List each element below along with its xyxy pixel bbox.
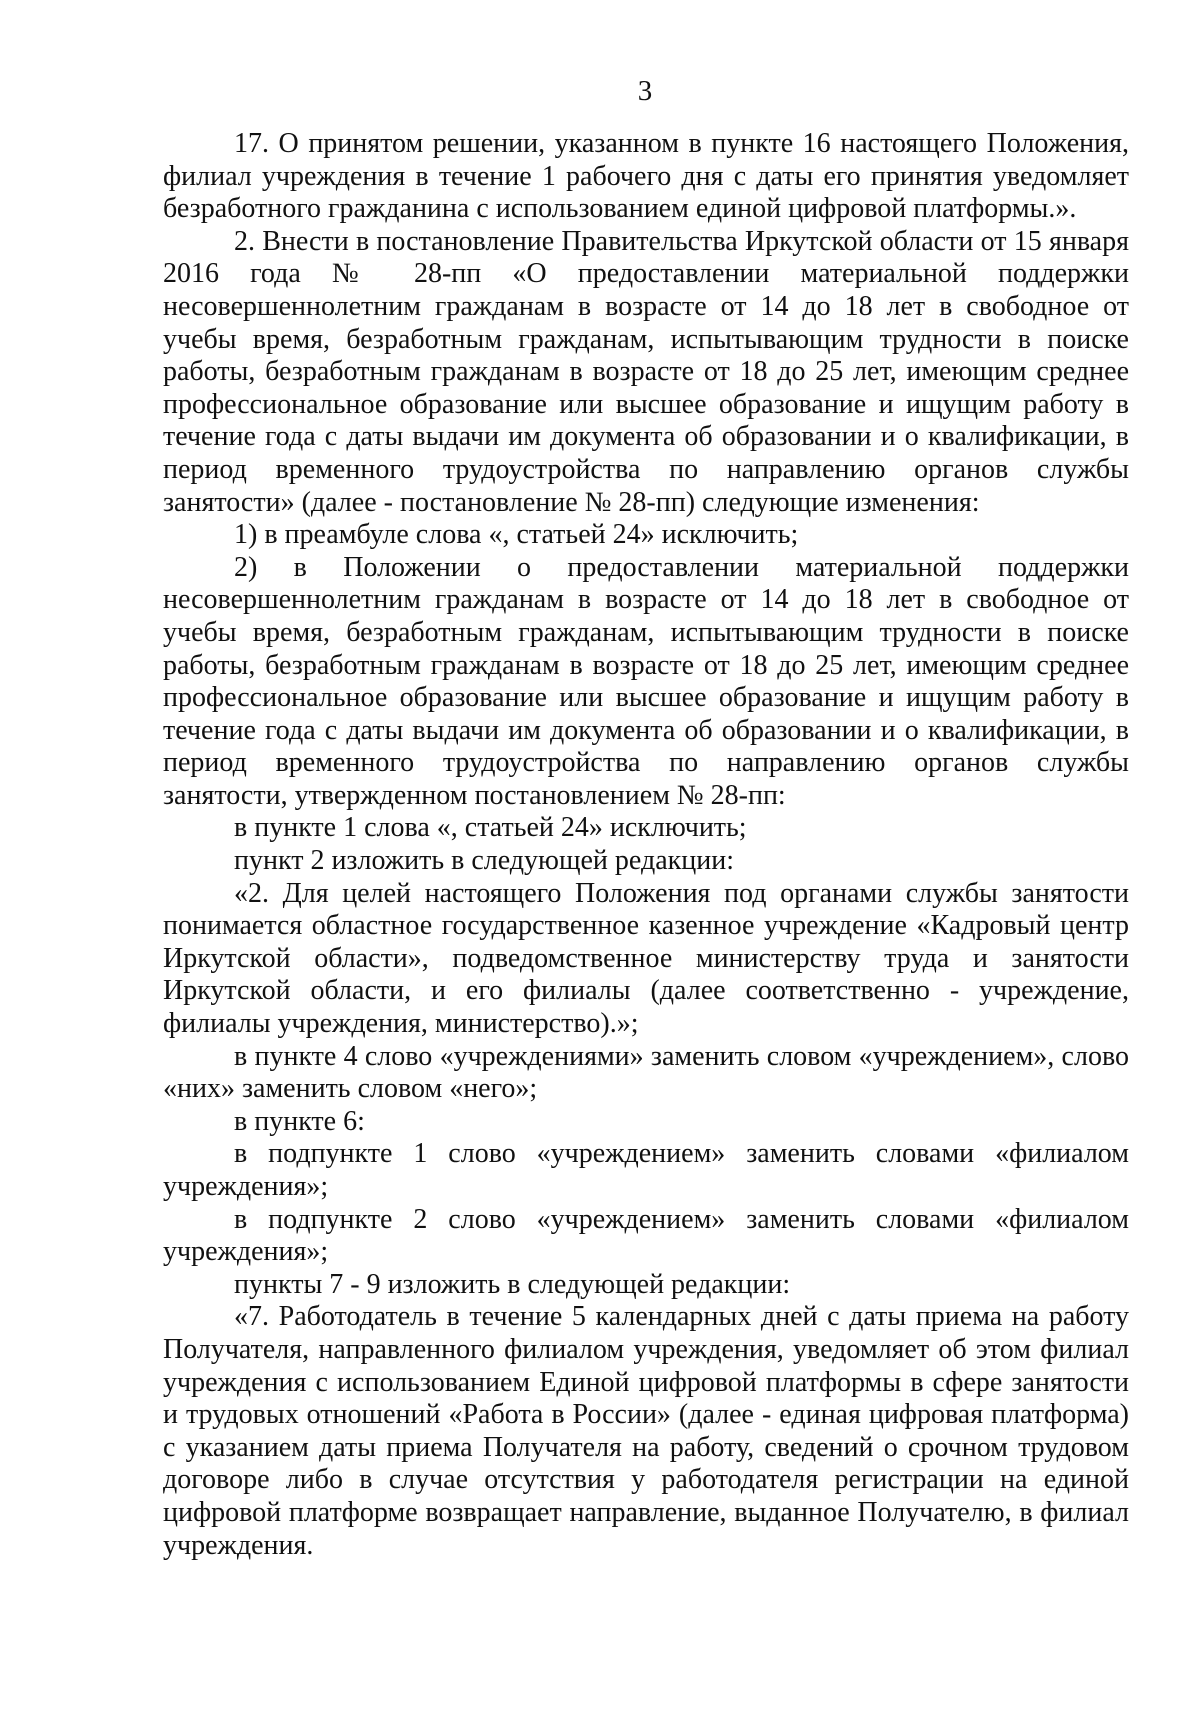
paragraph-point-1: в пункте 1 слова «, статьей 24» исключить; [234,812,747,844]
paragraph-points-7-9-intro: пункты 7 - 9 изложить в следующей редакции: [234,1268,791,1300]
paragraph-point-2-text: «2. Для целей настоящего Положения под органами службы занятости понимается областное государственное казенное учреждение «Кадровый центр Иркутской области», подведомственное министерству труда и занятости Иркутской области, и его филиалы (далее соответственно - учреждение, филиалы учреждения, министерство).»; [163,877,1129,1040]
paragraph-point-4: в пункте 4 слово «учреждениями» заменить словом «учреждением», слово «них» заменить словом «него»; [163,1040,1129,1105]
paragraph-point-6-sub-2: в подпункте 2 слово «учреждением» заменить словами «филиалом учреждения»; [163,1203,1129,1268]
paragraph-point-6-sub-1: в подпункте 1 слово «учреждением» заменить словами «филиалом учреждения»; [163,1138,1129,1202]
paragraph-point-7-text: «7. Работодатель в течение 5 календарных дней с даты приема на работу Получателя, направленного филиалом учреждения, уведомляет об этом филиал учреждения с использованием Единой цифровой платформы в сфере занятости и трудовых отношений «Работа в России» (далее - единая цифровая платформа) с указанием даты приема Получателя на работу, сведений о срочном трудовом договоре либо в случае отсутствия у работодателя регистрации на единой цифровой платформе возвращает направление, выданное Получателю, в филиал учреждения. [163,1301,1129,1561]
paragraph-point-2-intro: пункт 2 изложить в следующей редакции: [234,845,734,877]
page-number: 3 [637,75,653,107]
paragraph-subitem-2: 2) в Положении о предоставлении материальной поддержки несовершеннолетним гражданам в возрасте от 14 до 18 лет в свободное от учебы время, безработным гражданам, испытывающим трудности в поиске работы, безработным гражданам в возрасте от 18 до 25 лет, имеющим среднее профессиональное образование или высшее образование и ищущим работу в течение года с даты выдачи им документа об образовании и о квалификации, в период временного трудоустройства по направлению органов службы занятости, утвержденном постановлением № 28-пп: [163,551,1129,811]
paragraph-subitem-1: 1) в преамбуле слова «, статьей 24» исключить; [234,519,799,551]
paragraph-amendment-2: 2. Внести в постановление Правительства Иркутской области от 15 января 2016 года № 28-пп «О предоставлении материальной поддержки несовершеннолетним гражданам в возрасте от 14 до 18 лет в свободное от учебы время, безработным гражданам, испытывающим трудности в поиске работы, безработным гражданам в возрасте от 18 до 25 лет, имеющим среднее профессиональное образование или высшее образование и ищущим работу в течение года с даты выдачи им документа об образовании и о квалификации, в период временного трудоустройства по направлению органов службы занятости» (далее - постановление № 28-пп) следующие изменения: [163,225,1129,518]
document-body [163,128,1129,1562]
paragraph-point-6: в пункте 6: [234,1105,365,1137]
paragraph-item-17: 17. О принятом решении, указанном в пункте 16 настоящего Положения, филиал учреждения в течение 1 рабочего дня с даты его принятия уведомляет безработного гражданина с использованием единой цифровой платформы.». [163,128,1129,225]
